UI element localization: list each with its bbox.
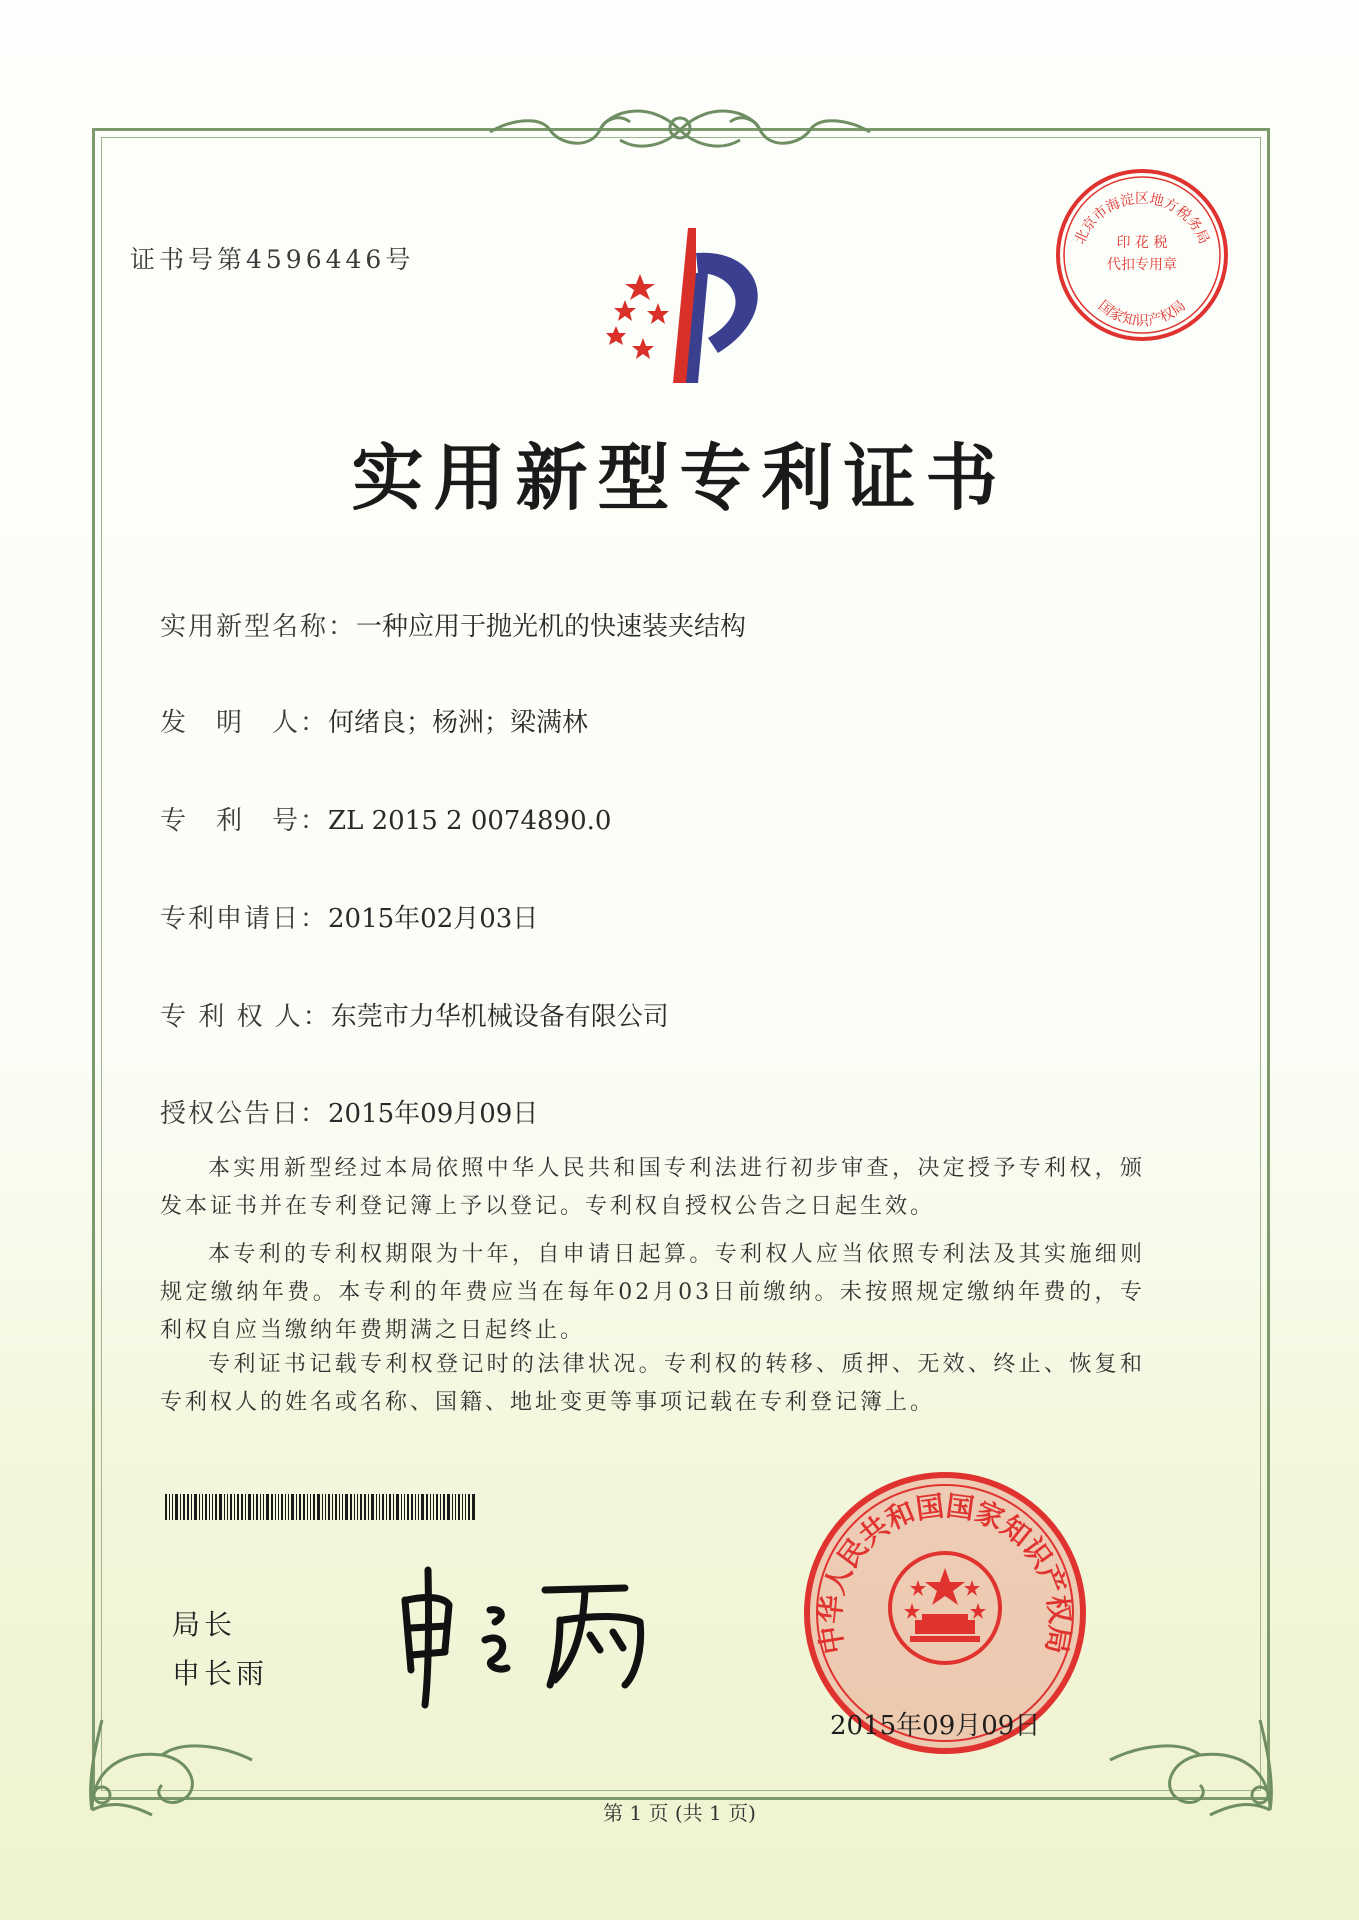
barcode-bar — [345, 1494, 348, 1520]
barcode-bar — [455, 1494, 456, 1520]
barcode-bar — [472, 1494, 475, 1520]
barcode-bar — [263, 1494, 264, 1520]
grant-date-value: 2015年09月09日 — [328, 1099, 539, 1129]
field-patent-number — [160, 800, 611, 837]
barcode-bar — [299, 1494, 301, 1520]
barcode-bar — [364, 1494, 366, 1520]
tax-stamp-seal — [1052, 165, 1232, 349]
barcode-bar — [350, 1494, 352, 1520]
barcode-bar — [415, 1494, 416, 1520]
barcode-bar — [376, 1494, 377, 1520]
barcode-bar — [310, 1494, 311, 1520]
inventor-label: 发 明 人： — [160, 708, 329, 738]
barcode-bar — [253, 1494, 254, 1520]
body-paragraph-2: 本专利的专利权期限为十年，自申请日起算。专利权人应当依照专利法及其实施细则规定缴纳年费。本专利的年费应当在每年02月03日前缴纳。未按照规定缴纳年费的，专利权自应当缴纳年费期满之日起终止。 — [160, 1242, 1145, 1343]
field-utility-model-name — [160, 606, 746, 643]
barcode-bar — [389, 1494, 391, 1520]
barcode-bar — [307, 1494, 308, 1520]
body-paragraph-3: 专利证书记载专利权登记时的法律状况。专利权的转移、质押、无效、终止、恢复和专利权人的姓名或名称、国籍、地址变更等事项记载在专利登记簿上。 — [160, 1352, 1145, 1415]
barcode-bar — [248, 1494, 251, 1520]
barcode-bar — [322, 1494, 323, 1520]
barcode-bar — [411, 1494, 413, 1520]
field-inventor — [160, 702, 588, 739]
barcode-bar — [404, 1494, 405, 1520]
top-ornament — [480, 100, 880, 160]
barcode-bar — [202, 1494, 203, 1520]
grant-date-label: 授权公告日： — [160, 1099, 329, 1129]
barcode-bar — [183, 1494, 185, 1520]
barcode-bar — [468, 1494, 470, 1520]
barcode-bar — [332, 1494, 333, 1520]
barcode-bar — [175, 1494, 178, 1520]
barcode-bar — [187, 1494, 189, 1520]
barcode-bar — [303, 1494, 305, 1520]
director-name: 申长雨 — [172, 1657, 269, 1690]
filing-date-value: 2015年02月03日 — [328, 904, 539, 934]
barcode-bar — [271, 1494, 273, 1520]
barcode-bar — [215, 1494, 217, 1520]
barcode-bar — [180, 1494, 181, 1520]
barcode-bar — [462, 1494, 463, 1520]
barcode-bar — [256, 1494, 258, 1520]
barcode-bar — [339, 1494, 340, 1520]
barcode-bar — [172, 1494, 173, 1520]
svg-text:中华人民共和国国家知识产权局: 中华人民共和国国家知识产权局 — [813, 1489, 1077, 1657]
barcode-bar — [443, 1494, 445, 1520]
barcode-bar — [382, 1494, 384, 1520]
patentee-value: 东莞市力华机械设备有限公司 — [330, 1002, 669, 1032]
barcode-bar — [386, 1494, 387, 1520]
barcode-bar — [368, 1494, 369, 1520]
field-grant-date — [160, 1093, 538, 1130]
barcode-bar — [169, 1494, 170, 1520]
barcode-bar — [430, 1494, 431, 1520]
barcode-bar — [335, 1494, 337, 1520]
barcode-bar — [357, 1494, 358, 1520]
patent-office-logo — [578, 228, 778, 392]
barcode-bar — [433, 1494, 434, 1520]
barcode-bar — [436, 1494, 438, 1520]
field-filing-date — [160, 898, 538, 935]
barcode-bar — [191, 1494, 192, 1520]
patent-number-value: ZL 2015 2 0074890.0 — [328, 806, 612, 836]
barcode-bar — [291, 1494, 294, 1520]
barcode-bar — [328, 1494, 330, 1520]
barcode-bar — [342, 1494, 343, 1520]
barcode-bar — [266, 1494, 269, 1520]
barcode-bar — [230, 1494, 232, 1520]
barcode-bar — [205, 1494, 207, 1520]
svg-text:北京市海淀区地方税务局: 北京市海淀区地方税务局 — [1072, 191, 1212, 247]
barcode-bar — [421, 1494, 424, 1520]
barcode-bar — [260, 1494, 261, 1520]
barcode-bar — [396, 1494, 399, 1520]
barcode-bar — [440, 1494, 441, 1520]
certificate-title: 实用新型专利证书 — [351, 435, 1008, 520]
certificate-number: 证书号第4596446号 — [130, 245, 415, 274]
barcode-bar — [237, 1494, 239, 1520]
barcode-bar — [360, 1494, 362, 1520]
barcode-bar — [418, 1494, 419, 1520]
director-title: 局长 — [172, 1608, 237, 1641]
barcode-bar — [219, 1494, 222, 1520]
patentee-label: 专 利 权 人： — [160, 1002, 331, 1032]
utility-model-name-label: 实用新型名称： — [160, 612, 357, 642]
barcode-bar — [234, 1494, 235, 1520]
barcode-bar — [288, 1494, 289, 1520]
barcode-bar — [227, 1494, 228, 1520]
barcode-bar — [465, 1494, 466, 1520]
barcode-bar — [245, 1494, 246, 1520]
barcode-bar — [275, 1494, 276, 1520]
barcode-bar — [452, 1494, 453, 1520]
barcode-bar — [313, 1494, 315, 1520]
svg-text:印 花 税: 印 花 税 — [1116, 235, 1168, 251]
patent-number-label: 专 利 号： — [160, 806, 329, 836]
svg-text:国家知识产权局: 国家知识产权局 — [1095, 297, 1189, 330]
barcode-bar — [278, 1494, 279, 1520]
page-number: 第 1 页 (共 1 页) — [603, 1801, 756, 1825]
barcode-bar — [281, 1494, 283, 1520]
inventor-value: 何绪良；杨洲；梁满林 — [328, 708, 589, 738]
filing-date-label: 专利申请日： — [160, 904, 329, 934]
field-patentee — [160, 996, 669, 1033]
barcode-bar — [379, 1494, 380, 1520]
seal-date: 2015年09月09日 — [830, 1711, 1041, 1741]
barcode-bar — [285, 1494, 286, 1520]
body-paragraph-1: 本实用新型经过本局依照中华人民共和国专利法进行初步审查，决定授予专利权，颁发本证书并在专利登记簿上予以登记。专利权自授权公告之日起生效。 — [160, 1156, 1145, 1219]
barcode-bar — [407, 1494, 409, 1520]
barcode — [165, 1494, 501, 1520]
barcode-bar — [209, 1494, 210, 1520]
svg-text:代扣专用章: 代扣专用章 — [1107, 257, 1177, 273]
barcode-bar — [241, 1494, 243, 1520]
barcode-bar — [224, 1494, 225, 1520]
barcode-bar — [325, 1494, 326, 1520]
barcode-bar — [354, 1494, 355, 1520]
barcode-bar — [296, 1494, 297, 1520]
barcode-bar — [165, 1494, 167, 1520]
barcode-bar — [393, 1494, 394, 1520]
barcode-bar — [401, 1494, 402, 1520]
barcode-bar — [194, 1494, 197, 1520]
barcode-bar — [371, 1494, 374, 1520]
barcode-bar — [458, 1494, 460, 1520]
utility-model-name-value: 一种应用于抛光机的快速装夹结构 — [356, 612, 747, 642]
barcode-bar — [426, 1494, 428, 1520]
barcode-bar — [199, 1494, 200, 1520]
director-signature — [385, 1560, 685, 1714]
barcode-bar — [212, 1494, 213, 1520]
barcode-bar — [447, 1494, 450, 1520]
barcode-bar — [317, 1494, 320, 1520]
